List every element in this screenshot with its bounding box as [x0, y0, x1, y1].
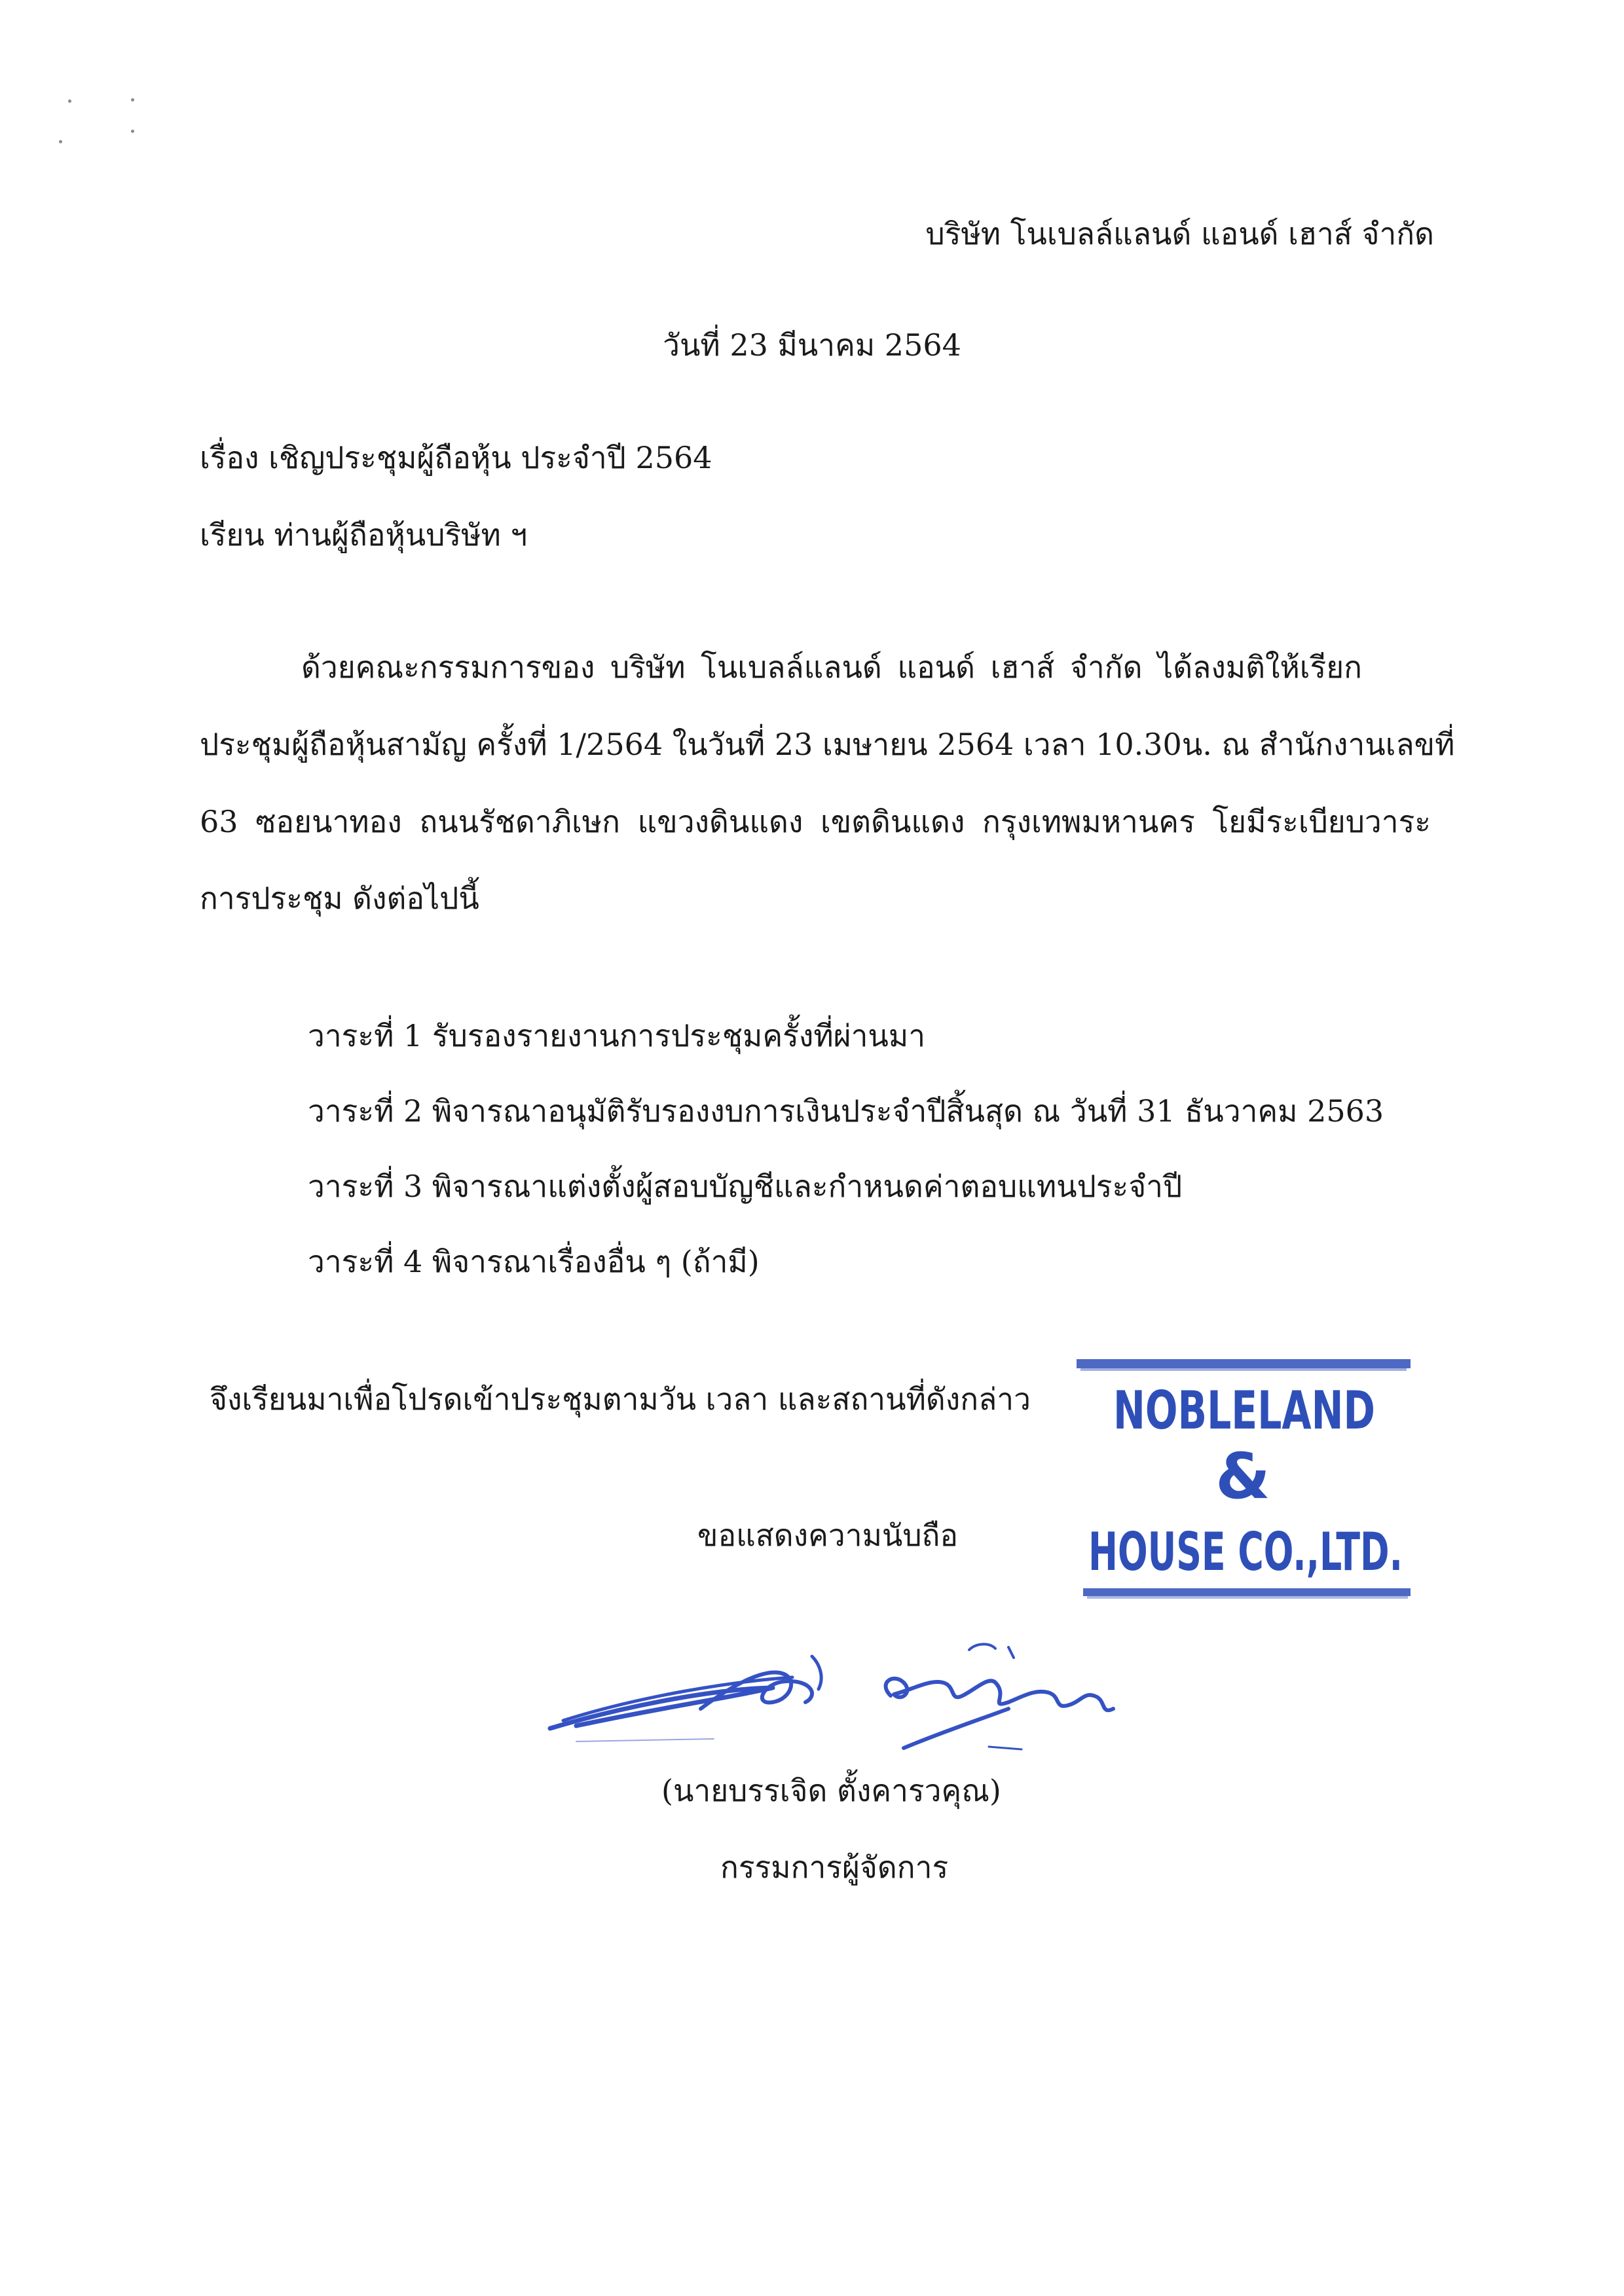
agenda-item: วาระที่ 2 พิจารณาอนุมัติรับรองงบการเงินประจำปีสิ้นสุด ณ วันที่ 31 ธันวาคม 2563: [308, 1093, 1384, 1129]
agenda-item: วาระที่ 4 พิจารณาเรื่องอื่น ๆ (ถ้ามี): [308, 1244, 760, 1279]
body-paragraph-line: ประชุมผู้ถือหุ้นสามัญ ครั้งที่ 1/2564 ในวันที่ 23 เมษายน 2564 เวลา 10.30น. ณ สำนักงานเลขที่: [200, 727, 1455, 762]
scan-speck: [59, 140, 62, 143]
body-paragraph-line: การประชุม ดังต่อไปนี้: [200, 881, 479, 916]
signer-position: กรรมการผู้จัดการ: [720, 1850, 949, 1885]
agenda-item: วาระที่ 3 พิจารณาแต่งตั้งผู้สอบบัญชีและกำหนดค่าตอบแทนประจำปี: [308, 1169, 1183, 1204]
company-stamp: [1074, 1355, 1414, 1617]
body-paragraph-line: ด้วยคณะกรรมการของ บริษัท โนเบลล์แลนด์ แอนด์ เฮาส์ จำกัด ได้ลงมติให้เรียก: [301, 649, 1362, 685]
company-name: บริษัท โนเบลล์แลนด์ แอนด์ เฮาส์ จำกัด: [925, 216, 1434, 251]
regards-line: ขอแสดงความนับถือ: [697, 1518, 959, 1553]
stamp-line-2: &: [1215, 1440, 1270, 1513]
scan-speck: [68, 100, 71, 103]
handwritten-signature: [537, 1611, 1153, 1761]
recipient-line: เรียน ท่านผู้ถือหุ้นบริษัท ฯ: [200, 517, 528, 553]
scan-speck: [131, 98, 134, 101]
stamp-bottom-bar-edge: [1087, 1596, 1408, 1599]
closing-line: จึงเรียนมาเพื่อโปรดเข้าประชุมตามวัน เวลา และสถานที่ดังกล่าว: [210, 1381, 1031, 1417]
stamp-line-3: HOUSE CO.,LTD.: [1088, 1522, 1403, 1582]
agenda-item: วาระที่ 1 รับรองรายงานการประชุมครั้งที่ผ่านมา: [308, 1018, 926, 1053]
letter-date: วันที่ 23 มีนาคม 2564: [663, 327, 961, 363]
scan-speck: [131, 130, 134, 133]
body-paragraph-line: 63 ซอยนาทอง ถนนรัชดาภิเษก แขวงดินแดง เขตดินแดง กรุงเทพมหานคร โยมีระเบียบวาระ: [200, 804, 1431, 839]
subject-line: เรื่อง เชิญประชุมผู้ถือหุ้น ประจำปี 2564: [200, 440, 712, 475]
signer-name: (นายบรรเจิด ตั้งคารวคุณ): [661, 1773, 1001, 1808]
stamp-top-bar: [1077, 1359, 1411, 1368]
stamp-line-1: NOBLELAND: [1113, 1380, 1375, 1441]
stamp-top-bar-edge: [1080, 1368, 1407, 1371]
stamp-bottom-bar: [1083, 1588, 1411, 1596]
